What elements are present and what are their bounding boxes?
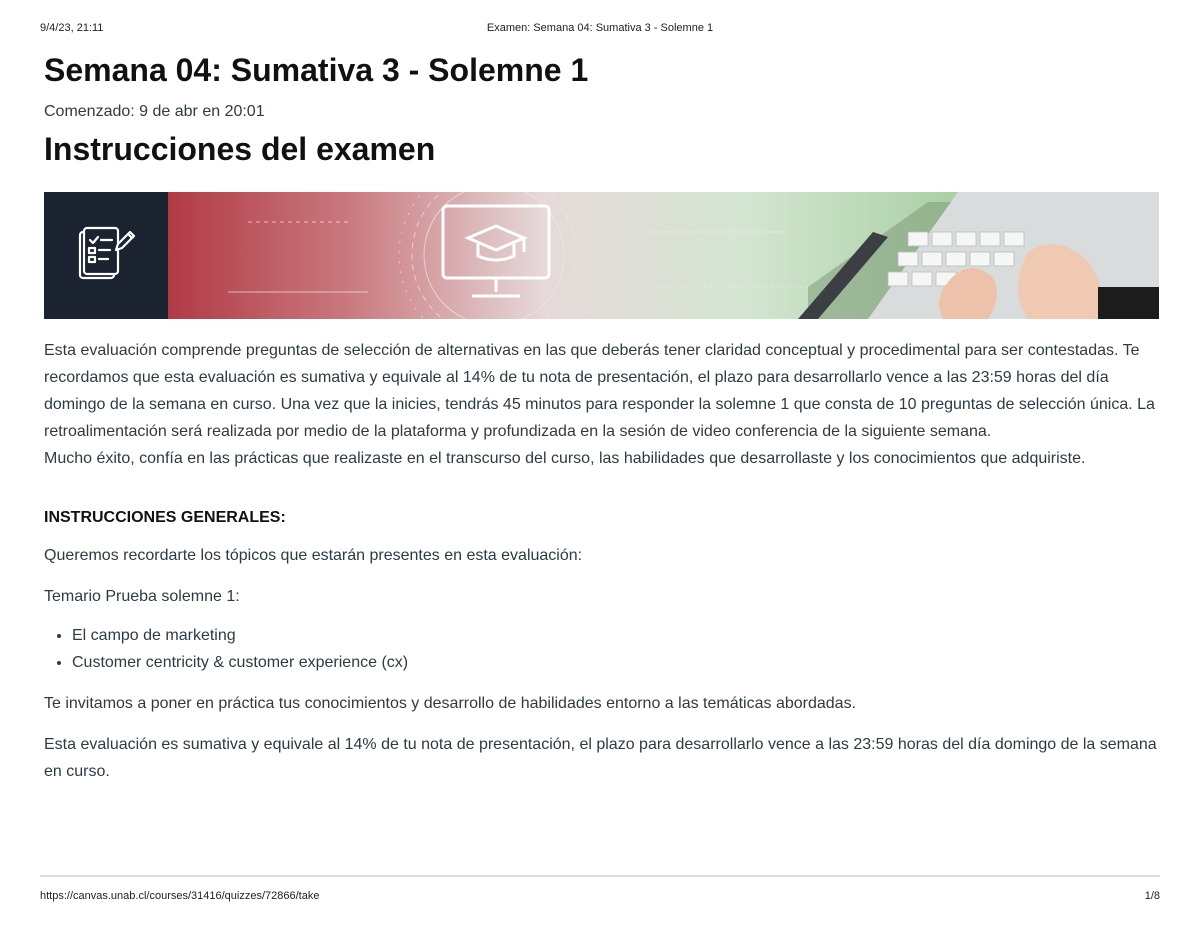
footer-divider [40, 875, 1160, 877]
instructions-heading: INSTRUCCIONES GENERALES: [44, 509, 286, 526]
laptop-typing-image [798, 192, 1159, 319]
intro-paragraph: Esta evaluación comprende preguntas de selección de alternativas en las que deberás tener claridad conceptual y procedimental para ser contestadas. Te recordamos que esta evaluación es sumativa y equivale al 14% de tu nota de presentación, el plazo para desarrollarlo vence a las 23:59 horas del día domingo de la semana en curso. Una vez que la inicies, tendrás 45 minutos para responder la solemne 1 que consta de 10 preguntas de selección única. La retroalimentación será realizada por medio de la plataforma y profundizada en la sesión de video conferencia de la siguiente semana. [44, 342, 1155, 440]
print-document-title: Examen: Semana 04: Sumativa 3 - Solemne 1 [486, 22, 714, 34]
graduation-cap-monitor-icon [443, 206, 549, 296]
page-number: 1/8 [1144, 890, 1160, 902]
topic-list [44, 622, 1160, 676]
banner-illustration [168, 192, 1159, 319]
list-item: • El campo de marketing [72, 622, 1160, 649]
started-timestamp: Comenzado: 9 de abr en 20:01 [44, 103, 265, 120]
list-item: • Customer centricity & customer experience (cx) [72, 649, 1160, 676]
syllabus-label: Temario Prueba solemne 1: [44, 588, 240, 605]
banner-icon-panel [44, 192, 168, 319]
intro-text [44, 337, 1160, 472]
print-header [40, 22, 1160, 38]
page-title: Semana 04: Sumativa 3 - Solemne 1 [44, 52, 589, 88]
quiz-content [44, 50, 1160, 785]
section-title: Instrucciones del examen [44, 131, 436, 167]
exam-banner [44, 192, 1159, 319]
page-url: https://canvas.unab.cl/courses/31416/quizzes/72866/take [40, 890, 320, 902]
banner-graphic [168, 192, 1159, 319]
topics-reminder: Queremos recordarte los tópicos que estarán presentes en esta evaluación: [44, 547, 583, 564]
invite-text: Te invitamos a poner en práctica tus conocimientos y desarrollo de habilidades entorno a las temáticas abordadas. [44, 695, 857, 712]
intro-paragraph: Mucho éxito, confía en las prácticas que realizaste en el transcurso del curso, las habilidades que desarrollaste y los conocimientos que adquiriste. [44, 450, 1086, 467]
deadline-text: Esta evaluación es sumativa y equivale al 14% de tu nota de presentación, el plazo para desarrollarlo vence a las 23:59 horas del día domingo de la semana en curso. [44, 736, 1157, 780]
exam-checklist-icon [44, 192, 168, 319]
print-footer [40, 890, 1160, 906]
print-datetime: 9/4/23, 21:11 [40, 22, 104, 34]
